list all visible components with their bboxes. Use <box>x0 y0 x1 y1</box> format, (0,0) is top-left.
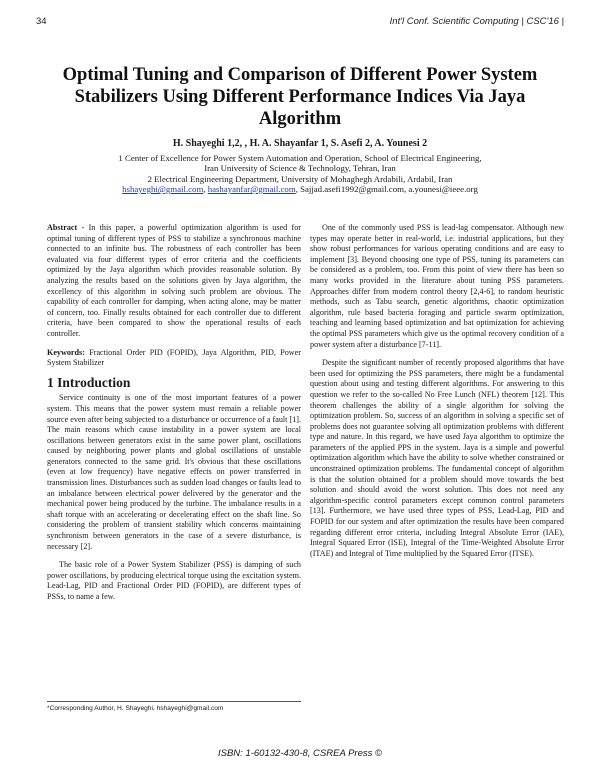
corresponding-author-footnote: *Corresponding Author, H. Shayeghi, hshayeghi@gmail.com <box>47 701 301 712</box>
intro-paragraph-4: Despite the significant number of recently proposed algorithms that have been used for optimizing the PSS parameters, there might be a fundamental question about using and testing different algorithms. For answering to this question we refer to the so-called No Free Lunch (NFL) theorem [12]. This theorem challenges the ability of a single algorithm for solving the optimization problem. So, success of an algorithm in solving a specific set of problems does not guarantee solving all optimization problems with different type and nature. In this regard, we have used Jaya algorithm to optimize the parameters of the applied PPS in the system. Jaya is a simple and powerful optimization algorithm which have the ability to solve whether constrained or unconstrained optimization problems. The fundamental concept of algorithm is that the solution obtained for a problem should move towards the best solution and should avoid the worst solution. This does not need any algorithm-specific control parameters except common control parameters [13]. Furthermore, we have used three types of PSS, Lead-Lag, PID and FOPID for our system and after optimization the results have been compared regarding different error criteria, including Integral Absolute Error (IAE), Integral Squared Error (ISE), Integral of the Time-Weighted Absolute Error (ITAE) and Integral of Time multiplied by the Squared Error (ITSE). <box>310 358 564 558</box>
abstract-label: Abstract - <box>47 223 89 232</box>
conference-header: Int'l Conf. Scientific Computing | CSC'16 | <box>389 16 564 27</box>
left-column <box>47 223 301 603</box>
intro-paragraph-2: The basic role of a Power System Stabilizer (PSS) is damping of such power oscillations, by producing electrical torque using the excitation system. Lead-Lag, PID and Fractional Order PID (FOPID), are different types of PSSs, to name a few. <box>47 560 301 601</box>
keywords-text: Fractional Order PID (FOPID), Jaya Algorithm, PID, Power System Stabilizer <box>47 347 301 368</box>
intro-paragraph-3: One of the commonly used PSS is lead-lag compensator. Although new types may operate better in real-world, i.e. industrial applications, but they show robust performances for various operating conditions and are easy to implement [3]. Beyond choosing one type of PSS, tuning its parameters can be considered as a problem, too. From this point of view there has been so many works provided in the literature about tuning PSS parameters. Approaches differ from modern control theory [2,4-6], to random heuristic methods, such as Tabu search, genetic algorithms, chaotic optimization algorithm, rule based bacteria foraging and particle swarm optimization, teaching and learning based optimization and bat optimization for achieving the optimal PSS parameters which give us the optimal recovery condition of a power system after a disturbance [7-11]. <box>310 223 564 349</box>
keywords <box>47 348 301 369</box>
paper-title: Optimal Tuning and Comparison of Different Power System Stabilizers Using Different Performance Indices Via Jaya Algorithm <box>62 65 538 129</box>
keywords-label: Keywords: <box>47 347 90 357</box>
affiliation-1-location: Iran University of Science & Technology, Tehran, Iran <box>204 163 396 173</box>
email-link-1[interactable]: hshayeghi@gmail.com <box>122 184 204 194</box>
section-heading-introduction: 1 Introduction <box>47 374 131 390</box>
abstract <box>47 223 301 340</box>
author-list: H. Shayeghi 1,2, , H. A. Shayanfar 1, S. Asefi 2, A. Younesi 2 <box>172 138 428 149</box>
email-link-2[interactable]: hashayanfar@gmail.com <box>207 184 296 194</box>
affiliation-1: 1 Center of Excellence for Power System Automation and Operation, School of Electrical Engineering, <box>118 153 482 163</box>
email-rest: , Sajjad.asefi1992@gmail.com, a.younesi@ieee.org <box>295 184 478 194</box>
page-footer-isbn: ISBN: 1-60132-430-8, CSREA Press © <box>218 748 382 759</box>
email-list: hshayeghi@gmail.com, hashayanfar@gmail.com, Sajjad.asefi1992@gmail.com, a.younesi@ieee.org <box>122 184 478 194</box>
right-column <box>310 223 564 559</box>
page-number: 34 <box>36 16 47 27</box>
intro-paragraph-1: Service continuity is one of the most important features of a power system. This means that the power system must remain a reliable power source even after being subjected to a disturbance or occurrence of a fault [1]. The main reasons which cause instability in a power system are local oscillations between generators exist in the same power plant, oscillations caused by neighboring power plants and global oscillations of unstable generators connected to the same grid. It's obvious that these oscillations (even at low frequency) have negative effects on power transferred in transmission lines. Disturbances such as sudden load changes or faults lead to an imbalance between electrical power delivered by the generator and the mechanical power being produced by the turbine. The imbalance results in a shaft torque with an accelerating or decelerating effect on the shaft line. So considering the problem of transient stability which concerns maintaining synchronism between generators in the case of a severe disturbance, is necessary [2]. <box>47 393 301 551</box>
affiliation-2: 2 Electrical Engineering Department, University of Mohaghegh Ardabili, Ardabil, Iran <box>147 174 453 184</box>
abstract-text: In this paper, a powerful optimization algorithm is used for optimal tuning of different types of PSS to stabilize a synchronous machine connected to an infinite bus. The robustness of each controller has been evaluated via four different types of error criteria and the coefficients optimized by the Jaya algorithm which provides reasonable solution. By analyzing the results based on the solutions given by Jaya algorithm, the excellency of this algorithm in solving such problem are obvious. The capability of each controller for damping, when acting alone, may be matter of concern, too. Finally results obtained for each controller due to different criteria, have been compared to show the operational results of each controller. <box>47 223 301 338</box>
